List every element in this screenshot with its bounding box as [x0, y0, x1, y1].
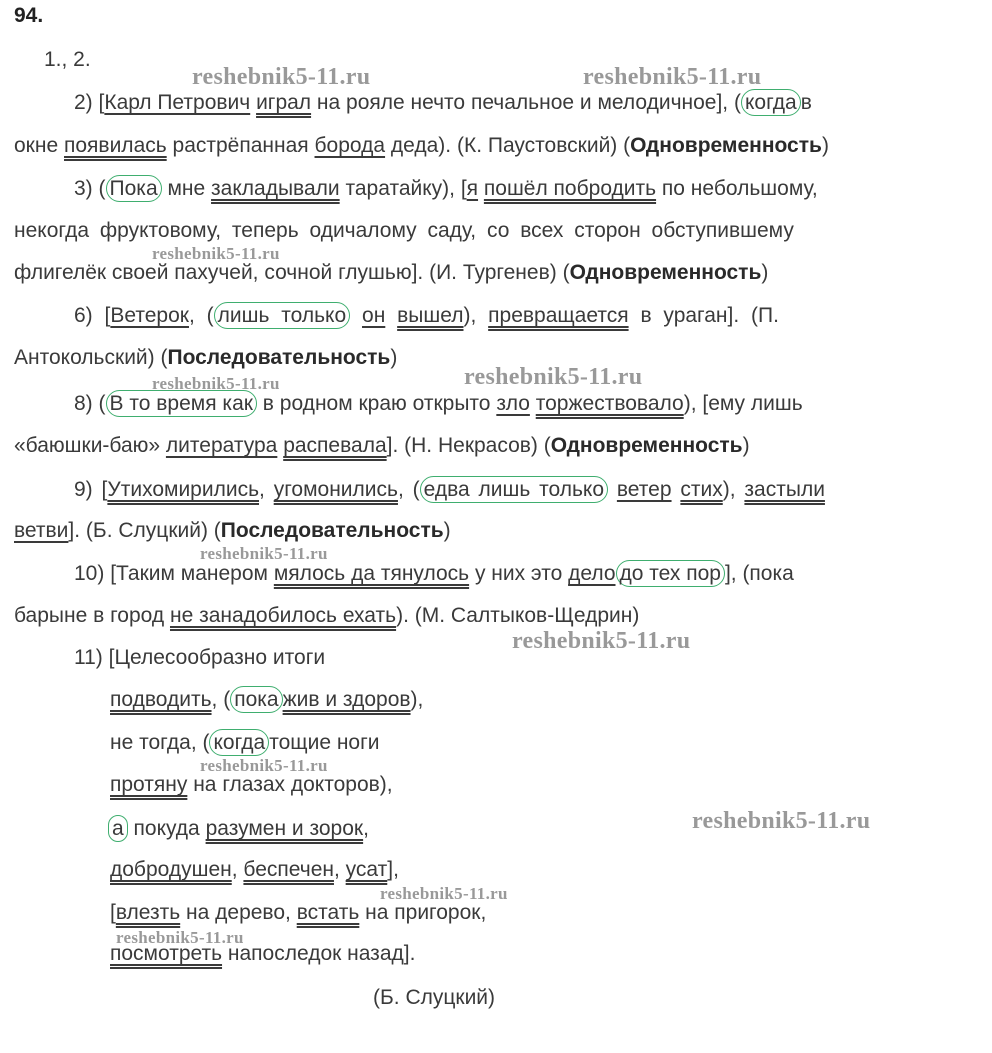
conjunction-oval: до тех пор	[616, 560, 725, 587]
sentence-3-line-3: флигелёк своей пахучей, сочной глушью]. (И. Тургенев) (Одновременность)	[14, 261, 769, 284]
watermark: reshebnik5-11.ru	[380, 884, 508, 903]
sentence-2-line-2: окне появилась растрёпанная борода деда). (К. Паустовский) (Одновременность)	[14, 134, 829, 157]
predicate: угомонились	[273, 478, 398, 501]
sentence-11-line-7: [влезть на дерево, встать на пригорок,	[110, 901, 487, 924]
predicate: подводить	[110, 688, 212, 711]
predicate: влезть	[115, 901, 181, 924]
predicate: посмотреть	[110, 942, 223, 965]
subject: зло	[496, 392, 530, 415]
conjunction-oval: когда	[741, 89, 801, 116]
predicate: беспечен	[243, 858, 334, 881]
watermark: reshebnik5-11.ru	[692, 808, 871, 834]
sentence-11-line-3: не тогда, ( когда тощие ноги	[110, 731, 380, 754]
watermark: reshebnik5-11.ru	[152, 244, 280, 263]
predicate: встать	[296, 901, 360, 924]
conjunction-oval: едва лишь только	[420, 476, 608, 503]
sentence-6-line-2: Антокольский) (Последовательность)	[14, 346, 398, 369]
subject: Карл Петрович	[104, 91, 251, 114]
predicate: распевала	[283, 434, 387, 457]
watermark: reshebnik5-11.ru	[583, 64, 762, 90]
watermark: reshebnik5-11.ru	[200, 544, 328, 563]
sentence-6-line-1: 6) [Ветерок, ( лишь только он вышел), превращается в ураган]. (П.	[74, 304, 779, 327]
predicate: торжествовало	[535, 392, 684, 415]
subject: ветер	[616, 478, 672, 501]
sentence-2-line-1: 2) [Карл Петрович играл на рояле нечто печальное и мелодичное], ( когда в	[74, 91, 812, 114]
sentence-9-line-1: 9) [Утихомирились, угомонились, ( едва лишь только ветер стих), застыли	[74, 478, 825, 501]
predicate: стих	[680, 478, 723, 501]
sentence-3-line-2: некогда фруктовому, теперь одичалому саду, со всех сторон обступившему	[14, 219, 794, 242]
conjunction-oval: Пока	[106, 175, 162, 202]
predicate: вышел	[397, 304, 464, 327]
watermark: reshebnik5-11.ru	[192, 64, 371, 90]
watermark: reshebnik5-11.ru	[464, 364, 643, 390]
predicate: протяну	[110, 773, 188, 796]
predicate: разумен и зорок	[205, 817, 364, 840]
subject: я	[466, 177, 479, 200]
sentence-8-line-2: «баюшки-баю» литература распевала]. (Н. Некрасов) (Одновременность)	[14, 434, 750, 457]
sentence-11-line-6: добродушен, беспечен, усат],	[110, 858, 399, 881]
task-intro: 1., 2.	[44, 48, 91, 71]
subject: он	[362, 304, 386, 327]
sentence-11-line-2: подводить, ( пока жив и здоров),	[110, 688, 424, 711]
exercise-number: 94.	[14, 4, 44, 27]
predicate: застыли	[744, 478, 825, 501]
predicate: закладывали	[211, 177, 340, 200]
sentence-10-line-2: барыне в город не занадобилось ехать). (М. Салтыков-Щедрин)	[14, 604, 640, 627]
sentence-10-line-1: 10) [Таким манером мялось да тянулось у них это дело до тех пор ], (пока	[74, 562, 794, 585]
predicate: играл	[256, 91, 312, 114]
sentence-8-line-1: 8) ( В то время как в родном краю открыто зло торжествовало), [ему лишь	[74, 392, 803, 415]
subject: ветви	[14, 519, 69, 542]
subject: литература	[165, 434, 278, 457]
poem-author: (Б. Слуцкий)	[373, 986, 496, 1009]
subject: борода	[314, 134, 386, 157]
predicate: мялось да тянулось	[273, 562, 470, 585]
predicate: усат	[345, 858, 388, 881]
predicate: появилась	[64, 134, 167, 157]
predicate: добродушен	[110, 858, 232, 881]
sentence-11-line-8: посмотреть напоследок назад].	[110, 942, 416, 965]
predicate: не занадобилось ехать	[169, 604, 397, 627]
subject: дело	[568, 562, 616, 585]
predicate: превращается	[488, 304, 629, 327]
conjunction-oval: В то время как	[106, 390, 257, 417]
sentence-11-line-5: а покуда разумен и зорок,	[108, 817, 369, 841]
predicate: Утихомирились	[107, 478, 260, 501]
sentence-11-line-1: 11) [Целесообразно итоги	[74, 646, 326, 669]
conjunction-oval: а	[108, 815, 128, 842]
subject: Ветерок	[110, 304, 189, 327]
watermark: reshebnik5-11.ru	[116, 928, 244, 947]
sentence-3-line-1: 3) ( Пока мне закладывали таратайку), [я пошёл побродить по небольшому,	[74, 177, 818, 200]
watermark: reshebnik5-11.ru	[512, 628, 691, 654]
watermark: reshebnik5-11.ru	[152, 374, 280, 393]
conjunction-oval: когда	[209, 729, 269, 756]
watermark: reshebnik5-11.ru	[200, 756, 328, 775]
predicate: жив и здоров	[282, 688, 411, 711]
sentence-11-line-4: протяну на глазах докторов),	[110, 773, 393, 796]
sentence-9-line-2: ветви]. (Б. Слуцкий) (Последовательность)	[14, 519, 451, 542]
predicate: пошёл побродить	[483, 177, 657, 200]
conjunction-oval: пока	[230, 686, 282, 713]
conjunction-oval: лишь только	[214, 302, 351, 329]
